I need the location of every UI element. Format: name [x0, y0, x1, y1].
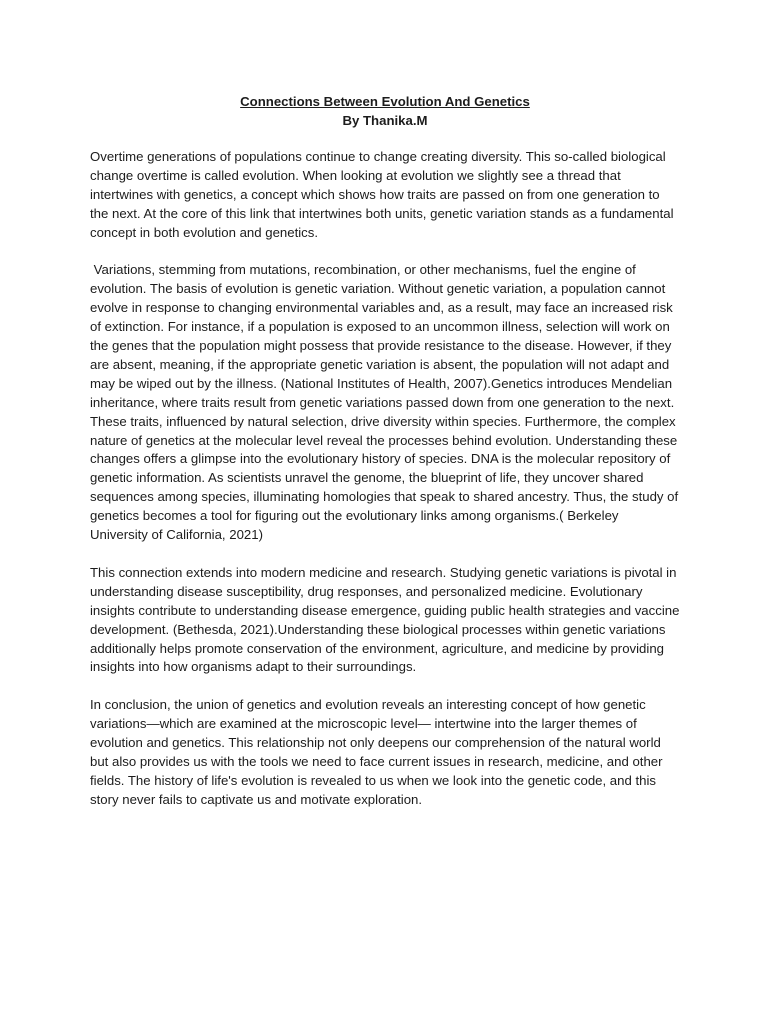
paragraph-medicine: This connection extends into modern medicine and research. Studying genetic variations is pivotal in understanding disease susceptibility, drug responses, and personalized medicine. Evolutionary insights contribute to understanding disease emergence, guiding public health strategies and vaccine development. (Bethesda, 2021).Understanding these biological processes within genetic variations additionally helps promote conservation of the environment, agriculture, and medicine by providing insights into how organisms adapt to their surroundings. — [90, 564, 684, 675]
paragraph-intro: Overtime generations of populations continue to change creating diversity. This so-called biological change overtime is called evolution. When looking at evolution we slightly see a thread that intertwines with genetics, a concept which shows how traits are passed on from one generation to the next. At the core of this link that intertwines both units, genetic variation stands as a fundamental concept in both evolution and genetics. — [90, 149, 678, 240]
document-page — [90, 92, 684, 829]
paragraph-variations: Variations, stemming from mutations, recombination, or other mechanisms, fuel the engine of evolution. The basis of evolution is genetic variation. Without genetic variation, a population cannot evolve in response to changing environmental variables and, as a result, may face an increased risk of extinction. For instance, if a population is exposed to an uncommon illness, selection will work on the genes that the population might possess that provide resistance to the disease. However, if they are absent, meaning, if the appropriate genetic variation is absent, the population will not adapt and may be wiped out by the illness. (National Institutes of Health, 2007).Genetics introduces Mendelian inheritance, where traits result from genetic variations passed down from one generation to the next. These traits, influenced by natural selection, drive diversity within species. Furthermore, the complex nature of genetics at the molecular level reveal the processes behind evolution. Understanding these changes offers a glimpse into the evolutionary history of species. DNA is the molecular repository of genetic information. As scientists unravel the genome, the blueprint of life, they uncover shared sequences among species, illuminating homologies that speak to shared ancestry. Thus, the study of genetics becomes a tool for figuring out the evolutionary links among organisms.( Berkeley University of California, 2021) — [90, 262, 682, 543]
paragraph-conclusion: In conclusion, the union of genetics and evolution reveals an interesting concept of how genetic variations—which are examined at the microscopic level— intertwine into the larger themes of evolution and genetics. This relationship not only deepens our comprehension of the natural world but also provides us with the tools we need to face current issues in research, medicine, and other fields. The history of life's evolution is revealed to us when we look into the genetic code, and this story never fails to captivate us and motivate exploration. — [90, 697, 667, 807]
document-title: Connections Between Evolution And Genetics — [240, 94, 530, 109]
document-author: By Thanika.M — [342, 113, 428, 128]
